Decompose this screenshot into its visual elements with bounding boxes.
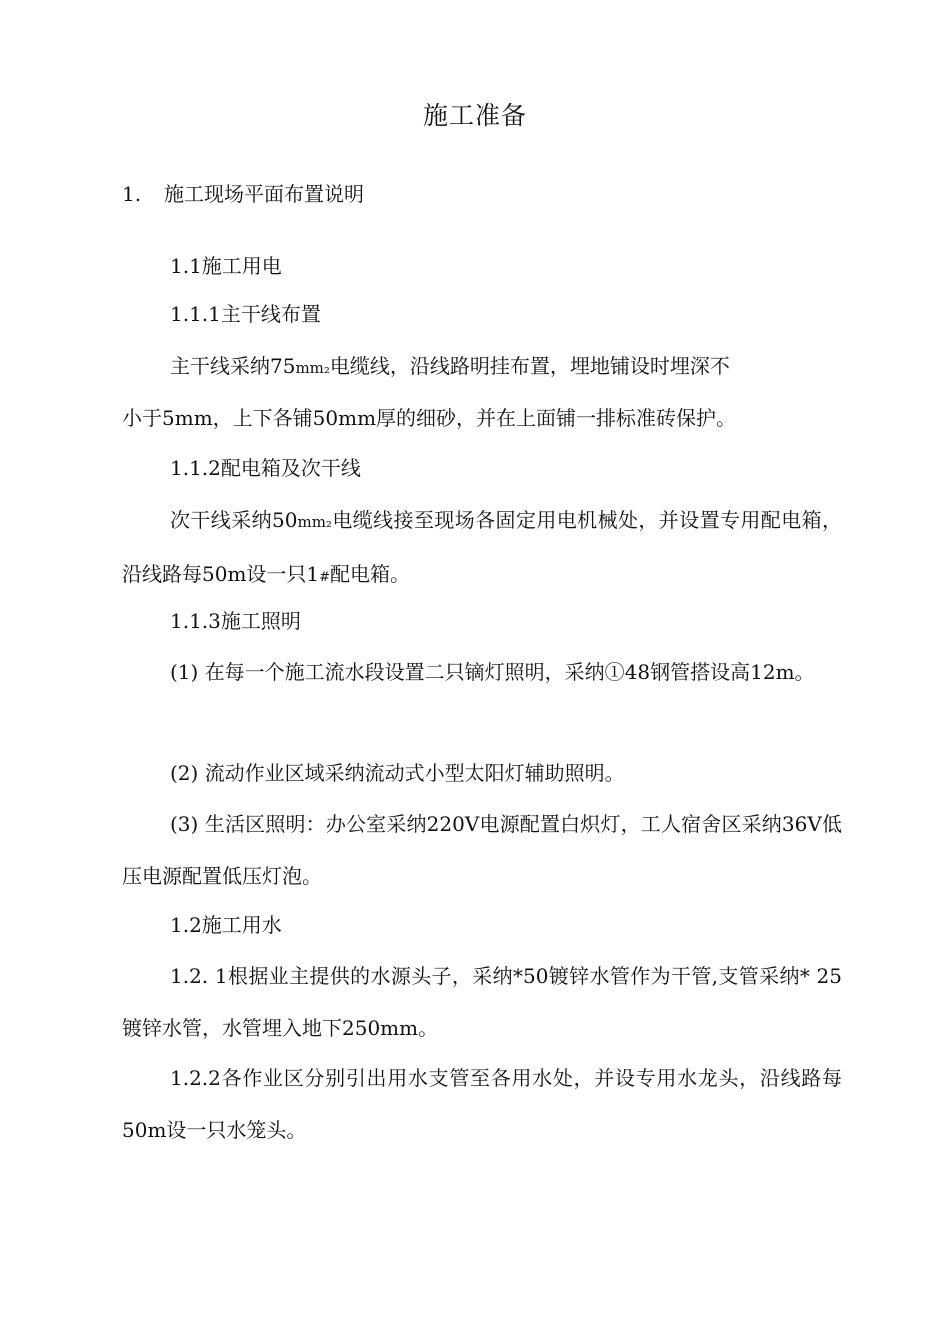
section-label: 施工现场平面布置说明 — [164, 182, 364, 206]
paragraph-text: 配电箱。 — [330, 562, 411, 586]
paragraph-secondary-line — [122, 494, 842, 604]
paragraph-text: 电缆线接至现场各固定用电机械处，并设置专用配电箱，沿线路每50m设一只1 — [122, 508, 843, 586]
heading-1-1-2: 1.1.2配电箱及次干线 — [170, 456, 361, 480]
page-title: 施工准备 — [422, 101, 527, 130]
heading-1-2: 1.2施工用水 — [170, 913, 282, 937]
paragraph-main-line-1 — [170, 353, 730, 381]
paragraph-lighting-3: (3) 生活区照明：办公室采纳220V电源配置白炽灯，工人宿舍区采纳36V低压电源配置低压灯泡。 — [122, 812, 842, 888]
heading-1-1-1: 1.1.1主干线布置 — [170, 302, 321, 326]
mark-text: # — [319, 570, 331, 585]
section-number: 1. — [122, 182, 142, 206]
paragraph-main-line-2: 小于5mm，上下各铺50mm厚的细砂，并在上面铺一排标准砖保护。 — [122, 406, 737, 430]
paragraph-text: 电缆线，沿线路明挂布置，埋地铺设时埋深不 — [329, 354, 730, 378]
heading-1-1: 1.1施工用电 — [170, 254, 282, 278]
paragraph-text: 主干线采纳75 — [170, 354, 296, 378]
section-heading-1 — [122, 181, 364, 207]
heading-1-1-3: 1.1.3施工照明 — [170, 609, 301, 633]
paragraph-lighting-2: (2) 流动作业区域采纳流动式小型太阳灯辅助照明。 — [170, 761, 625, 785]
paragraph-lighting-1: (1) 在每一个施工流水段设置二只镝灯照明，采纳①48钢管搭设高12m。 — [170, 660, 815, 684]
paragraph-text: 次干线采纳50 — [170, 508, 298, 532]
unit-text: mm₂ — [297, 513, 332, 531]
paragraph-water-1: 1.2. 1根据业主提供的水源头子，采纳*50镀锌水管作为干管,支管采纳* 25镀锌水管，水管埋入地下250mm。 — [122, 964, 842, 1040]
paragraph-water-2: 1.2.2各作业区分别引出用水支管至各用水处，并设专用水龙头，沿线路每50m设一只水笼头。 — [122, 1066, 842, 1142]
unit-text: mm₂ — [295, 359, 330, 377]
